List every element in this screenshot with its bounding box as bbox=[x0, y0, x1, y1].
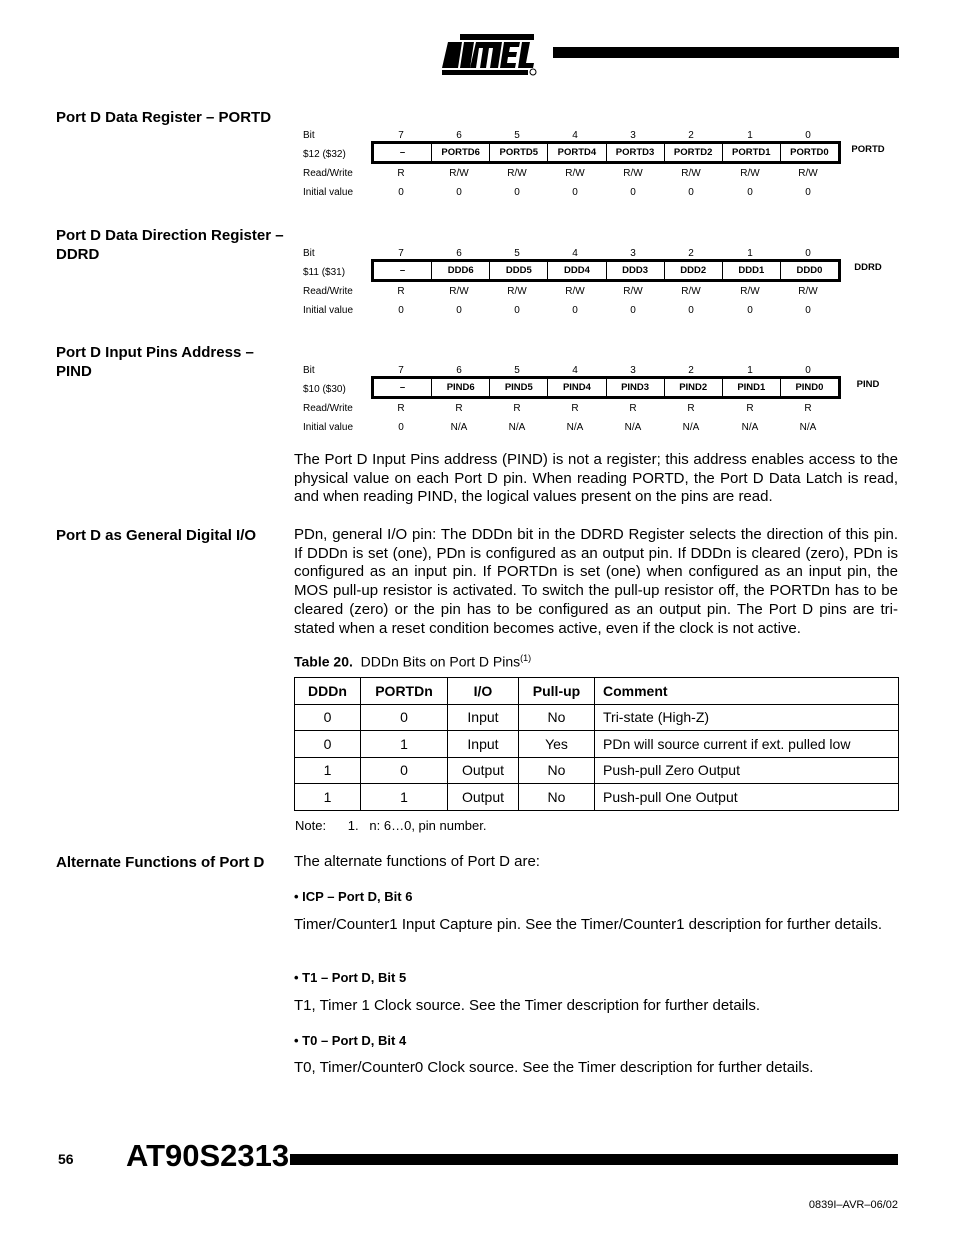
rw-value: R/W bbox=[507, 286, 527, 297]
table-cell: No bbox=[519, 704, 595, 731]
bit-name: DDD0 bbox=[780, 262, 838, 279]
rw-value: R bbox=[629, 403, 637, 414]
table-row bbox=[295, 731, 899, 758]
rw-value: R/W bbox=[449, 286, 469, 297]
alt-item-title: • T1 – Port D, Bit 5 bbox=[294, 970, 407, 985]
initial-value: 0 bbox=[688, 305, 694, 316]
row-label: $11 ($31) bbox=[303, 267, 346, 278]
rw-value: R/W bbox=[507, 168, 527, 179]
bit-name: – bbox=[399, 147, 406, 158]
table-row bbox=[295, 757, 899, 784]
table-cell: 0 bbox=[361, 704, 448, 731]
register-pind bbox=[0, 365, 954, 445]
register-heading: Port D Data Register – PORTD bbox=[56, 109, 272, 126]
header-rule bbox=[553, 47, 899, 58]
initial-value: N/A bbox=[741, 422, 759, 433]
rw-value: R bbox=[455, 403, 463, 414]
bit-name: DDD1 bbox=[722, 262, 780, 279]
bit-number: 4 bbox=[572, 248, 578, 259]
bit-number: 0 bbox=[805, 365, 811, 376]
row-label: Initial value bbox=[303, 187, 354, 198]
bit-number: 5 bbox=[514, 248, 520, 259]
table-row bbox=[295, 704, 899, 731]
bit-number: 1 bbox=[747, 365, 753, 376]
column-header: Comment bbox=[595, 678, 899, 705]
bit-number: 5 bbox=[514, 130, 520, 141]
initial-value: N/A bbox=[450, 422, 468, 433]
bit-number: 7 bbox=[398, 248, 404, 259]
initial-value: 0 bbox=[572, 187, 578, 198]
initial-value: 0 bbox=[805, 305, 811, 316]
bit-number: 2 bbox=[688, 130, 694, 141]
bit-number: 6 bbox=[456, 130, 462, 141]
bit-number: 7 bbox=[398, 130, 404, 141]
doc-id: 0839I–AVR–06/02 bbox=[808, 1199, 898, 1211]
column-header: PORTDn bbox=[361, 678, 448, 705]
table-cell: Output bbox=[448, 757, 519, 784]
bit-number: 1 bbox=[747, 130, 753, 141]
bit-name: DDD6 bbox=[431, 262, 489, 279]
bit-name: PORTD3 bbox=[606, 144, 664, 161]
bit-number: 6 bbox=[456, 248, 462, 259]
row-label: Read/Write bbox=[303, 286, 353, 297]
alt-item-text: T1, Timer 1 Clock source. See the Timer description for further details. bbox=[294, 997, 761, 1014]
initial-value: 0 bbox=[747, 305, 753, 316]
page-number: 56 bbox=[58, 1151, 74, 1167]
rw-value: R/W bbox=[449, 168, 469, 179]
table-row bbox=[295, 784, 899, 811]
initial-value: 0 bbox=[514, 305, 520, 316]
bit-number: 3 bbox=[630, 365, 636, 376]
row-label: Initial value bbox=[303, 305, 354, 316]
bit-number: 6 bbox=[456, 365, 462, 376]
table-cell: 1 bbox=[295, 784, 361, 811]
row-label: Bit bbox=[303, 248, 315, 259]
gpio-heading: Port D as General Digital I/O bbox=[56, 527, 257, 544]
initial-value: 0 bbox=[572, 305, 578, 316]
gpio-text: PDn, general I/O pin: The DDDn bit in the DDRD Register selects the direction of this pin. If DDDn is set (one), PDn is configured as an output pin. If DDDn is cleared (zero), PDn is configured as an input pin. If PORTDn is set (one) when configured as an input pin, the MOS pull-up resistor is activated. To switch the pull-up resistor off, the PORTDn has to be cleared (zero) or the pin has to be configured as an output pin. The Port D pins are tri-stated when a reset condition becomes active, even if the clock is not active. bbox=[294, 526, 898, 637]
alt-heading: Alternate Functions of Port D bbox=[56, 854, 265, 871]
initial-value: 0 bbox=[398, 305, 404, 316]
bit-name: PIND0 bbox=[780, 379, 838, 396]
bit-name: DDD5 bbox=[489, 262, 547, 279]
initial-value: 0 bbox=[398, 422, 404, 433]
table-cell: 0 bbox=[295, 704, 361, 731]
bit-number: 0 bbox=[805, 248, 811, 259]
row-label: Read/Write bbox=[303, 168, 353, 179]
register-ddrd bbox=[0, 248, 954, 328]
bit-number: 7 bbox=[398, 365, 404, 376]
rw-value: R bbox=[397, 286, 405, 297]
table-cell: 0 bbox=[295, 731, 361, 758]
alt-item-title: • ICP – Port D, Bit 6 bbox=[294, 889, 413, 904]
bit-number: 5 bbox=[514, 365, 520, 376]
dddn-table bbox=[294, 677, 899, 811]
table-label: Table 20. bbox=[294, 653, 353, 670]
footnote-ref: (1) bbox=[520, 653, 532, 663]
initial-value: 0 bbox=[805, 187, 811, 198]
register-bits bbox=[371, 376, 841, 399]
bit-name: PIND5 bbox=[489, 379, 547, 396]
rw-value: R/W bbox=[740, 286, 760, 297]
bit-number: 2 bbox=[688, 365, 694, 376]
row-label: $12 ($32) bbox=[303, 149, 346, 160]
bit-number: 4 bbox=[572, 130, 578, 141]
initial-value: 0 bbox=[398, 187, 404, 198]
bit-name: – bbox=[399, 382, 406, 393]
register-bits bbox=[371, 259, 841, 282]
table-cell: 1 bbox=[295, 757, 361, 784]
initial-value: 0 bbox=[514, 187, 520, 198]
rw-value: R/W bbox=[623, 286, 643, 297]
bit-number: 4 bbox=[572, 365, 578, 376]
register-portd bbox=[0, 130, 954, 210]
table-cell: No bbox=[519, 757, 595, 784]
alt-item-text: Timer/Counter1 Input Capture pin. See the Timer/Counter1 description for further details. bbox=[294, 916, 883, 933]
bit-name: DDD4 bbox=[547, 262, 605, 279]
rw-value: R/W bbox=[565, 168, 585, 179]
rw-value: R bbox=[687, 403, 695, 414]
table-cell: 1 bbox=[361, 731, 448, 758]
rw-value: R/W bbox=[798, 286, 818, 297]
table-cell: 0 bbox=[361, 757, 448, 784]
table-cell: PDn will source current if ext. pulled low bbox=[595, 731, 899, 758]
column-header: DDDn bbox=[295, 678, 361, 705]
bit-name: PIND4 bbox=[547, 379, 605, 396]
row-label: Read/Write bbox=[303, 403, 353, 414]
bit-name: PIND6 bbox=[431, 379, 489, 396]
register-name: PIND bbox=[856, 379, 880, 390]
bit-number: 0 bbox=[805, 130, 811, 141]
bit-name: PORTD6 bbox=[431, 144, 489, 161]
table-note: Note: 1. n: 6…0, pin number. bbox=[295, 818, 487, 833]
footer-rule bbox=[290, 1154, 898, 1165]
product-name: AT90S2313 bbox=[126, 1138, 290, 1173]
bit-name: PORTD0 bbox=[780, 144, 838, 161]
table-cell: Yes bbox=[519, 731, 595, 758]
bit-number: 3 bbox=[630, 130, 636, 141]
alt-item-title: • T0 – Port D, Bit 4 bbox=[294, 1033, 407, 1048]
register-name: PORTD bbox=[851, 144, 885, 155]
bit-name: PORTD4 bbox=[547, 144, 605, 161]
rw-value: R/W bbox=[798, 168, 818, 179]
rw-value: R bbox=[397, 403, 405, 414]
table-title: DDDn Bits on Port D Pins bbox=[360, 653, 521, 670]
bit-name: PORTD5 bbox=[489, 144, 547, 161]
rw-value: R/W bbox=[740, 168, 760, 179]
row-label: $10 ($30) bbox=[303, 384, 346, 395]
rw-value: R bbox=[513, 403, 521, 414]
table-cell: Tri-state (High-Z) bbox=[595, 704, 899, 731]
register-name: DDRD bbox=[854, 262, 882, 273]
initial-value: 0 bbox=[456, 305, 462, 316]
table-cell: Push-pull One Output bbox=[595, 784, 899, 811]
table-cell: No bbox=[519, 784, 595, 811]
register-bits bbox=[371, 141, 841, 164]
table-cell: Push-pull Zero Output bbox=[595, 757, 899, 784]
bit-number: 2 bbox=[688, 248, 694, 259]
rw-value: R bbox=[746, 403, 754, 414]
atmel-logo bbox=[440, 30, 540, 78]
rw-value: R bbox=[571, 403, 579, 414]
initial-value: 0 bbox=[456, 187, 462, 198]
rw-value: R/W bbox=[623, 168, 643, 179]
alt-intro: The alternate functions of Port D are: bbox=[294, 853, 540, 870]
row-label: Bit bbox=[303, 365, 315, 376]
initial-value: N/A bbox=[508, 422, 526, 433]
table-cell: 1 bbox=[361, 784, 448, 811]
bit-name: PORTD2 bbox=[664, 144, 722, 161]
register-heading: Port D Input Pins Address – PIND bbox=[56, 344, 254, 380]
column-header: I/O bbox=[448, 678, 519, 705]
bit-number: 3 bbox=[630, 248, 636, 259]
initial-value: 0 bbox=[630, 305, 636, 316]
bit-name: PORTD1 bbox=[722, 144, 780, 161]
bit-name: DDD2 bbox=[664, 262, 722, 279]
table-cell: Input bbox=[448, 704, 519, 731]
register-heading: Port D Data Direction Register – DDRD bbox=[56, 227, 284, 263]
bit-name: – bbox=[399, 265, 406, 276]
bit-name: DDD3 bbox=[606, 262, 664, 279]
column-header: Pull-up bbox=[519, 678, 595, 705]
rw-value: R/W bbox=[681, 168, 701, 179]
initial-value: N/A bbox=[624, 422, 642, 433]
initial-value: N/A bbox=[799, 422, 817, 433]
alt-item-text: T0, Timer/Counter0 Clock source. See the Timer description for further details. bbox=[294, 1059, 814, 1076]
rw-value: R/W bbox=[681, 286, 701, 297]
bit-name: PIND1 bbox=[722, 379, 780, 396]
rw-value: R bbox=[804, 403, 812, 414]
bit-name: PIND2 bbox=[664, 379, 722, 396]
initial-value: N/A bbox=[566, 422, 584, 433]
initial-value: N/A bbox=[682, 422, 700, 433]
initial-value: 0 bbox=[688, 187, 694, 198]
bit-name: PIND3 bbox=[606, 379, 664, 396]
pind-description: The Port D Input Pins address (PIND) is not a register; this address enables access to the physical value on each Port D pin. When reading PORTD, the Port D Data Latch is read, and when reading PIND, the logical values present on the pins are read. bbox=[294, 451, 898, 506]
bit-number: 1 bbox=[747, 248, 753, 259]
row-label: Initial value bbox=[303, 422, 354, 433]
rw-value: R bbox=[397, 168, 405, 179]
initial-value: 0 bbox=[747, 187, 753, 198]
initial-value: 0 bbox=[630, 187, 636, 198]
table-caption bbox=[294, 653, 531, 670]
table-cell: Input bbox=[448, 731, 519, 758]
table-cell: Output bbox=[448, 784, 519, 811]
rw-value: R/W bbox=[565, 286, 585, 297]
row-label: Bit bbox=[303, 130, 315, 141]
